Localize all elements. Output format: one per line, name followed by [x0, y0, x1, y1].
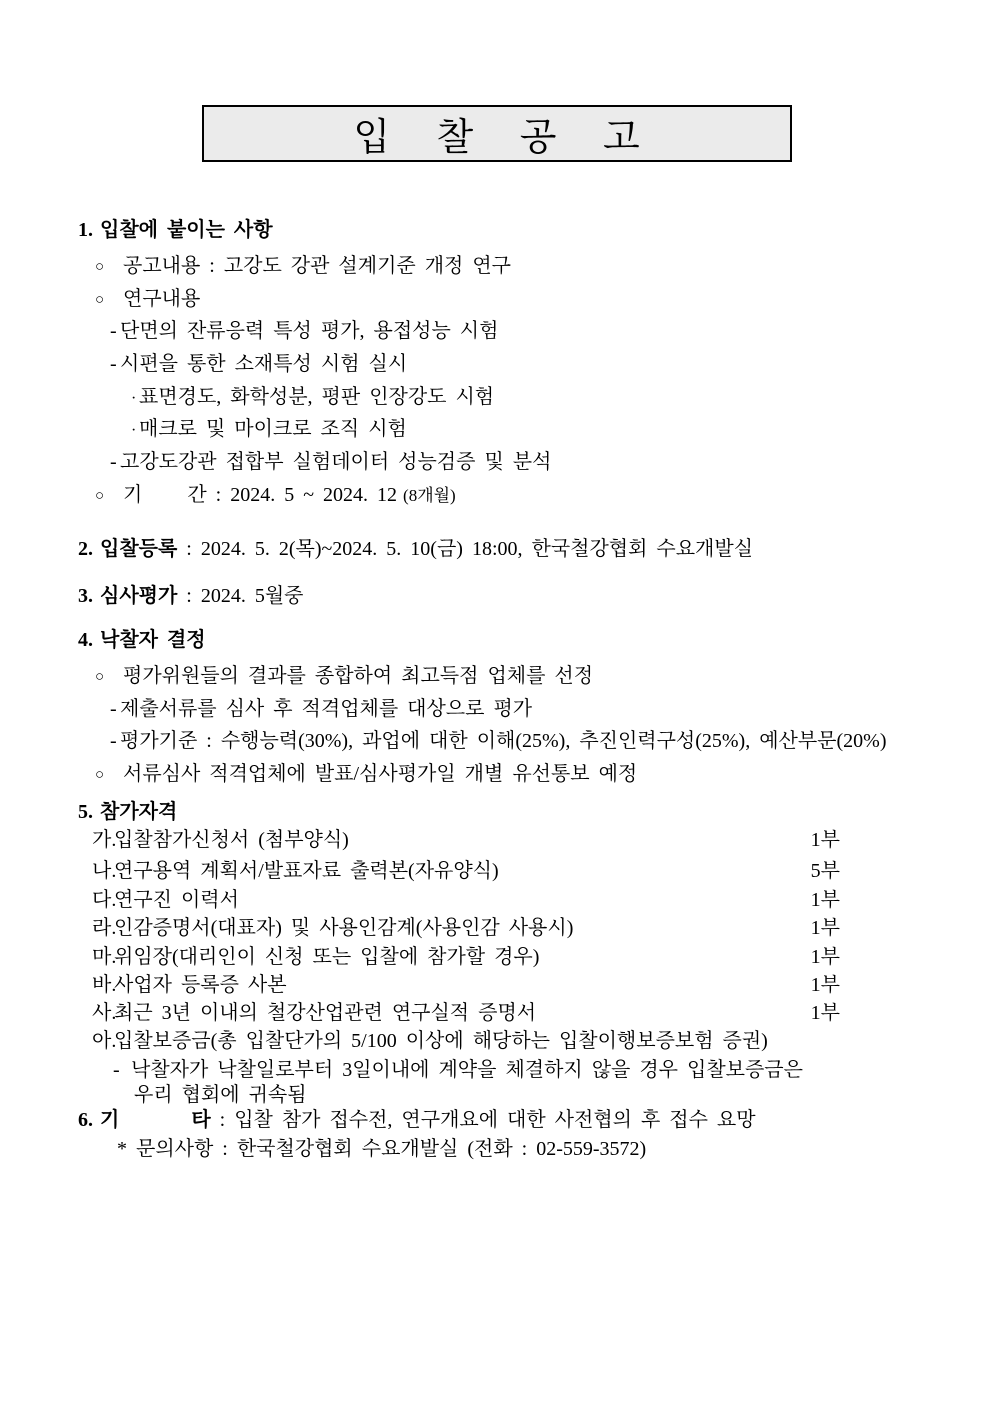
criteria-line [110, 729, 886, 753]
research-sub-line-1 [110, 319, 498, 343]
section-6-number: 6. [78, 1109, 93, 1131]
dot-marker: · [131, 390, 137, 407]
item-marker: 라. [92, 917, 117, 939]
item-marker: 사. [92, 1002, 117, 1024]
misc-line [78, 1108, 756, 1132]
section-6-title: 기 타 [100, 1109, 211, 1131]
deposit-forfeit-continuation [134, 1083, 307, 1107]
section-2-number: 2. [78, 538, 93, 560]
period-duration: (8개월) [403, 486, 456, 505]
item-marker: 마. [92, 946, 117, 968]
qualification-text: 연구용역 계획서/발표자료 출력본(자유양식) [114, 860, 499, 882]
section-1-number: 1. [78, 219, 93, 241]
copy-count: 1부 [810, 829, 840, 851]
misc-text: : 입찰 참가 접수전, 연구개요에 대한 사전협의 후 접수 요망 [210, 1109, 756, 1131]
research-sub-text-1: 단면의 잔류응력 특성 평가, 용접성능 시험 [120, 320, 499, 342]
qualification-row-ma [92, 945, 840, 969]
circle-marker: ○ [95, 259, 105, 275]
selection-method-line [95, 664, 593, 689]
copy-count: 1부 [810, 946, 840, 968]
qualification-text: 사업자 등록증 사본 [114, 974, 287, 996]
section-5-title: 참가자격 [100, 801, 178, 823]
research-sub-line-3 [110, 450, 551, 474]
dash-marker: - [110, 353, 117, 375]
circle-marker: ○ [95, 669, 105, 685]
item-marker: 바. [92, 974, 117, 996]
qualification-row-na [92, 859, 840, 883]
qualification-text: 최근 3년 이내의 철강산업관련 연구실적 증명서 [114, 1002, 537, 1024]
test-detail-text-2: 매크로 및 마이크로 조직 시험 [139, 418, 407, 440]
research-sub-text-2: 시편을 통한 소재특성 시험 실시 [120, 353, 408, 375]
qualification-row-ah [92, 1029, 768, 1053]
selection-method-text: 평가위원들의 결과를 종합하여 최고득점 업체를 선정 [123, 665, 594, 687]
deposit-forfeit-text: 낙찰자가 낙찰일로부터 3일이내에 계약을 체결하지 않을 경우 입찰보증금은 [131, 1059, 803, 1081]
qualification-row-sa [92, 1001, 840, 1025]
item-marker: 가. [92, 829, 117, 851]
section-3-number: 3. [78, 585, 93, 607]
section-4-heading [78, 628, 206, 652]
document-title: 입 찰 공 고 [353, 117, 641, 159]
section-2-title: 입찰등록 [100, 538, 178, 560]
dash-marker: - [110, 451, 117, 473]
test-detail-line-1 [131, 385, 494, 411]
qualification-text: 연구진 이력서 [114, 889, 239, 911]
section-5-number: 5. [78, 801, 93, 823]
contact-note-line [117, 1137, 646, 1161]
qualification-row-da [92, 888, 840, 912]
section-3-title: 심사평가 [100, 585, 178, 607]
section-1-heading [78, 218, 273, 242]
evaluation-schedule-text: : 2024. 5월중 [177, 585, 304, 607]
qualification-text: 위임장(대리인이 신청 또는 입찰에 참가할 경우) [114, 946, 540, 968]
qualification-text: 인감증명서(대표자) 및 사용인감계(사용인감 사용시) [114, 917, 574, 939]
copy-count: 1부 [810, 1002, 840, 1024]
dash-marker: - [110, 320, 117, 342]
title-box [202, 105, 792, 162]
research-sub-text-3: 고강도강관 접합부 실험데이터 성능검증 및 분석 [120, 451, 552, 473]
dash-marker: - [110, 730, 117, 752]
notice-content-text: 공고내용 : 고강도 강관 설계기준 개정 연구 [123, 255, 511, 277]
notification-text: 서류심사 적격업체에 발표/심사평가일 개별 유선통보 예정 [123, 763, 638, 785]
screening-text: 제출서류를 심사 후 적격업체를 대상으로 평가 [120, 698, 533, 720]
section-1-title: 입찰에 붙이는 사항 [100, 219, 273, 241]
contact-note-text: * 문의사항 : 한국철강협회 수요개발실 (전화 : 02-559-3572) [117, 1138, 647, 1160]
copy-count: 5부 [810, 860, 840, 882]
deposit-forfeit-line [113, 1058, 803, 1082]
test-detail-text-1: 표면경도, 화학성분, 평판 인장강도 시험 [139, 386, 495, 408]
dot-marker: · [131, 422, 137, 439]
research-content-text: 연구내용 [123, 288, 201, 310]
qualification-text: 입찰보증금(총 입찰단가의 5/100 이상에 해당하는 입찰이행보증보험 증권) [114, 1030, 768, 1052]
research-content-line [95, 287, 200, 312]
copy-count: 1부 [810, 974, 840, 996]
section-4-number: 4. [78, 629, 93, 651]
item-marker: 나. [92, 860, 117, 882]
test-detail-line-2 [131, 417, 407, 443]
period-line [95, 483, 456, 508]
circle-marker: ○ [95, 488, 105, 504]
dash-marker: - [113, 1059, 120, 1081]
qualification-row-ga [92, 828, 840, 852]
circle-marker: ○ [95, 767, 105, 783]
section-5-heading [78, 800, 177, 824]
bid-registration-text: : 2024. 5. 2(목)~2024. 5. 10(금) 18:00, 한국철강협회 수요개발실 [177, 538, 754, 560]
item-marker: 아. [92, 1030, 117, 1052]
notice-content-line [95, 254, 511, 279]
section-4-title: 낙찰자 결정 [100, 629, 206, 651]
qualification-row-ra [92, 916, 840, 940]
bid-registration-line [78, 537, 753, 561]
copy-count: 1부 [810, 889, 840, 911]
criteria-text: 평가기준 : 수행능력(30%), 과업에 대한 이해(25%), 추진인력구성(25%), 예산부문(20%) [120, 730, 887, 752]
circle-marker: ○ [95, 292, 105, 308]
qualification-row-ba [92, 973, 840, 997]
research-sub-line-2 [110, 352, 407, 376]
period-text: 기 간 : 2024. 5 ~ 2024. 12 [123, 484, 398, 506]
evaluation-schedule-line [78, 584, 303, 608]
notification-line [95, 762, 637, 787]
item-marker: 다. [92, 889, 117, 911]
deposit-forfeit-cont-text: 우리 협회에 귀속됨 [134, 1084, 307, 1106]
qualification-text: 입찰참가신청서 (첨부양식) [114, 829, 349, 851]
copy-count: 1부 [810, 917, 840, 939]
screening-line [110, 697, 532, 721]
dash-marker: - [110, 698, 117, 720]
